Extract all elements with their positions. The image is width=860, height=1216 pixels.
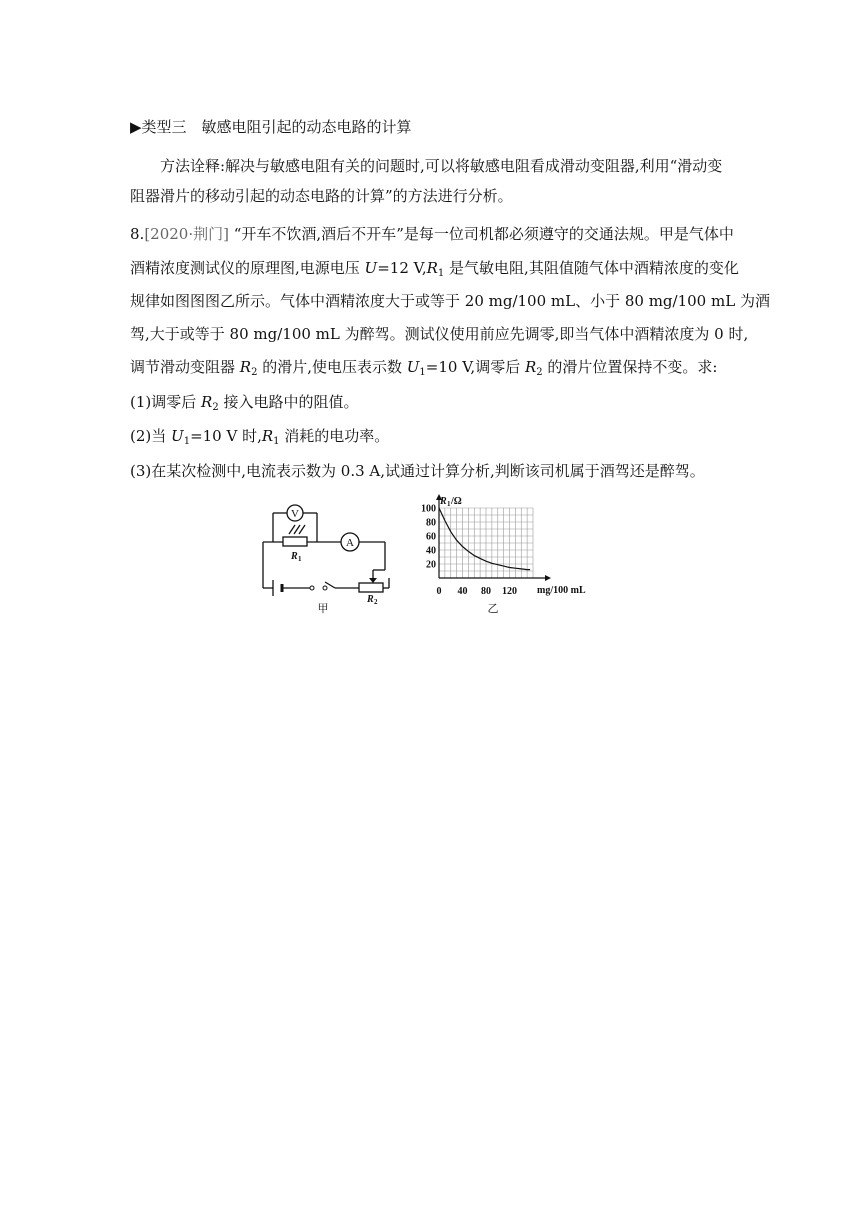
chart-axes: [436, 494, 551, 581]
problem-line-4: 驾,大于或等于 80 mg/100 mL 为醉驾。测试仪使用前应先调零,即当气体中酒精浓度为 0 时,: [130, 325, 749, 343]
figure-caption-yi: 乙: [487, 603, 499, 615]
question-3: (3)在某次检测中,电流表示数为 0.3 A,试通过计算分析,判断该司机属于酒驾还是醉驾。: [130, 462, 705, 480]
method-line-2: 阻器滑片的移动引起的动态电路的计算”的方法进行分析。: [130, 187, 513, 205]
method-line-1: 方法诠释:解决与敏感电阻有关的问题时,可以将敏感电阻看成滑动变阻器,利用“滑动变: [160, 157, 723, 175]
y-tick-label: 80: [426, 517, 436, 529]
y-tick-label: 100: [421, 503, 436, 515]
x-tick-label: 0: [436, 586, 442, 597]
r1-label: R: [291, 551, 298, 562]
data-series-line: [439, 508, 530, 570]
y-tick-label: 20: [426, 559, 436, 571]
x-axis-arrow-icon: [545, 575, 551, 581]
triangle-marker-icon: ▶: [130, 118, 142, 136]
r2-label: R: [367, 594, 374, 605]
problem-source: [2020·荆门]: [144, 225, 229, 243]
problem-line-3: 规律如图图图乙所示。气体中酒精浓度大于或等于 20 mg/100 mL、小于 80 mg/100 mL 为酒: [130, 292, 770, 310]
svg-text:2: 2: [374, 598, 378, 606]
r1-resistor: [283, 537, 307, 546]
problem-line-2: 酒精浓度测试仪的原理图,电源电压 U=12 $V,R_1$ 是气敏电阻,其阻值随气体中酒精浓度的变化: [130, 259, 739, 279]
y-axis-label: R: [440, 496, 447, 507]
r2-rheostat: [359, 583, 383, 592]
problem-line-5: 调节滑动变阻器 $R_2$ 的滑片,使电压表示数 $U_1=10$ V,调零后 $R_2$ 的滑片位置保持不变。求:: [130, 358, 718, 378]
x-axis-label: mg/100 mL: [537, 585, 586, 596]
x-tick-label: 40: [457, 586, 468, 597]
resistance-concentration-chart: [405, 492, 605, 618]
x-tick-label: 120: [502, 586, 517, 597]
question-2: (2)当 $U_1=10$ V 时$,R_1$ 消耗的电功率。: [130, 427, 390, 447]
section-title: 类型三 敏感电阻引起的动态电路的计算: [141, 118, 412, 136]
chart-grid: [439, 508, 533, 578]
svg-text:1: 1: [298, 555, 302, 563]
svg-text:A: A: [346, 537, 354, 549]
svg-text:/Ω: /Ω: [451, 496, 462, 507]
x-tick-label: 80: [481, 586, 491, 597]
svg-text:V: V: [291, 508, 299, 520]
question-1: (1)调零后 $R_2$ 接入电路中的阻值。: [130, 393, 359, 413]
y-tick-label: 40: [426, 545, 436, 557]
figure-caption-jia: 甲: [317, 603, 329, 615]
problem-number: 8.: [130, 225, 145, 243]
svg-text:1: 1: [447, 500, 451, 508]
problem-line-1: 8.[2020·荆门] “开车不饮酒,酒后不开车”是每一位司机都必须遵守的交通法规。甲是气体中: [130, 225, 734, 243]
y-tick-label: 60: [426, 531, 436, 543]
circuit-diagram: [255, 496, 395, 616]
section-header: [130, 117, 412, 137]
